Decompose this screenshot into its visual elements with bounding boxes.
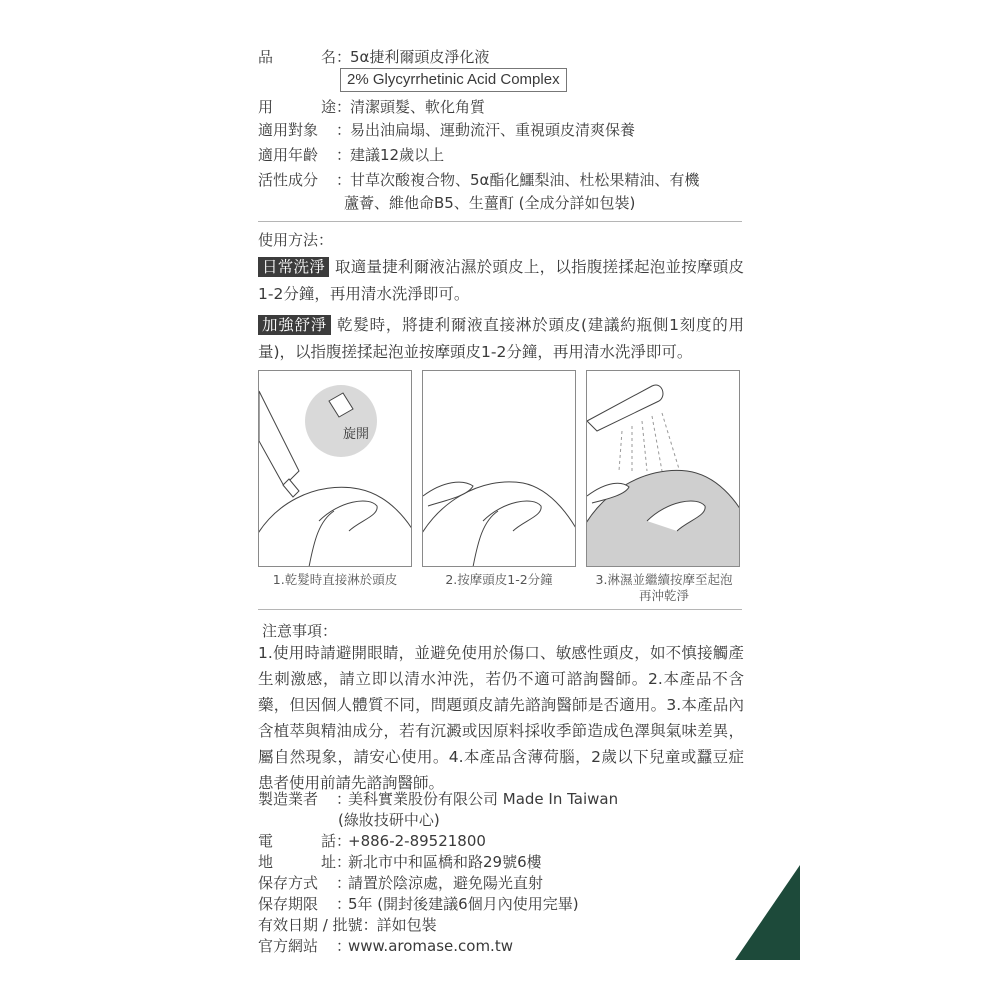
divider — [258, 221, 742, 222]
colon: ： — [336, 895, 352, 913]
bottle-head-drawing — [259, 371, 412, 567]
ingredients-row-2 — [344, 192, 635, 214]
label — [258, 831, 336, 852]
step-2-caption: 2.按摩頭皮1-2分鐘 — [445, 572, 553, 587]
step-1-caption: 1.乾髮時直接淋於頭皮 — [272, 572, 398, 587]
intense-text: 乾髮時，將捷利爾液直接淋於頭皮(建議約瓶側1刻度的用量)，以指腹搓揉起泡並按摩頭皮1-2分鐘，再用清水洗淨即可。 — [258, 316, 744, 361]
phone-row — [258, 831, 486, 852]
storage-row — [258, 873, 543, 894]
address-row — [258, 852, 542, 873]
label-char: 址 — [320, 853, 336, 871]
colon: ： — [336, 171, 352, 189]
target-row — [258, 119, 635, 141]
phone-value: +886-2-89521800 — [348, 832, 486, 850]
notes-title: 注意事項： — [262, 622, 338, 640]
label-char: 電 — [258, 832, 274, 850]
colon: ： — [362, 916, 378, 934]
use-row — [258, 96, 485, 118]
daily-text: 取適量捷利爾液沾濕於頭皮上，以指腹搓揉起泡並按摩頭皮1-2分鐘，再用清水洗淨即可。 — [258, 258, 744, 303]
maker-value: 美科實業股份有限公司 Made In Taiwan — [348, 790, 619, 808]
step-3-caption-line1: 3.淋濕並繼續按摩至起泡 — [595, 572, 733, 587]
ingredients-value-2: 蘆薈、維他命B5、生薑酊 (全成分詳如包裝) — [344, 194, 636, 212]
product-name: 5α捷利爾頭皮淨化液 — [350, 48, 490, 66]
divider — [258, 609, 742, 610]
intense-usage — [258, 312, 744, 366]
step-3-illustration — [586, 370, 740, 567]
twist-open-callout: 旋開 — [343, 427, 370, 442]
product-name-row — [258, 46, 489, 68]
shelf-life-row — [258, 894, 579, 915]
colon: ： — [336, 874, 352, 892]
colon: ： — [336, 937, 352, 955]
label-char: 途 — [320, 98, 336, 116]
ingredients-label: 活性成分 — [258, 171, 319, 189]
age-row — [258, 144, 444, 166]
decorative-green-triangle — [735, 865, 800, 960]
colon: ： — [336, 790, 352, 808]
label-char: 話 — [320, 832, 336, 850]
colon: ： — [336, 98, 352, 116]
label — [258, 96, 336, 118]
shelf-label: 保存期限 — [258, 895, 319, 913]
maker-row — [258, 789, 618, 810]
shelf-value: 5年 (開封後建議6個月內使用完畢) — [348, 895, 579, 913]
target-value: 易出油扁塌、運動流汗、重視頭皮清爽保養 — [350, 121, 636, 139]
storage-label: 保存方式 — [258, 874, 319, 892]
step-3-caption — [586, 572, 742, 604]
label — [258, 46, 336, 68]
notes-text: 1.使用時請避開眼睛，並避免使用於傷口、敏感性頭皮，如不慎接觸產生刺激感，請立即以清水沖洗，若仍不適可諮詢醫師。2.本產品不含藥，但因個人體質不同，問題頭皮請先諮詢醫師是否適用。3.本產品內含植萃與精油成分，若有沉澱或因原料採收季節造成色澤與氣味差異，屬自然現象，請安心使用。4.本產品含薄荷腦，2歲以下兒童或蠶豆症患者使用前請先諮詢醫師。 — [258, 644, 744, 792]
daily-tag: 日常洗淨 — [258, 257, 329, 277]
age-label: 適用年齡 — [258, 146, 319, 164]
massage-drawing — [423, 371, 576, 567]
website-link[interactable]: www.aromase.com.tw — [348, 937, 513, 955]
expiry-label: 有效日期 / 批號 — [258, 916, 363, 934]
target-label: 適用對象 — [258, 121, 319, 139]
colon: ： — [336, 853, 352, 871]
colon: ： — [336, 121, 352, 139]
daily-usage — [258, 254, 744, 308]
ingredients-row — [258, 169, 699, 191]
label-char: 用 — [258, 98, 274, 116]
use-value: 清潔頭髮、軟化角質 — [350, 98, 486, 116]
address-value: 新北市中和區橋和路29號6樓 — [348, 853, 542, 871]
colon: ： — [336, 48, 352, 66]
label — [258, 852, 336, 873]
shower-rinse-drawing — [587, 371, 740, 567]
intense-tag: 加強舒淨 — [258, 315, 331, 335]
ingredients-value: 甘草次酸複合物、5α酯化鱷梨油、杜松果精油、有機 — [350, 171, 700, 189]
step-3-caption-line2: 再沖乾淨 — [638, 588, 689, 603]
website-label: 官方網站 — [258, 937, 319, 955]
label-char: 地 — [258, 853, 274, 871]
expiry-row — [258, 915, 437, 936]
step-2-illustration — [422, 370, 576, 567]
label-char: 名 — [320, 48, 336, 66]
storage-value: 請置於陰涼處，避免陽光直射 — [348, 874, 544, 892]
label-char: 品 — [258, 48, 274, 66]
product-subtitle: 2% Glycyrrhetinic Acid Complex — [340, 68, 567, 92]
colon: ： — [336, 832, 352, 850]
age-value: 建議12歲以上 — [350, 146, 445, 164]
usage-title: 使用方法： — [258, 231, 334, 249]
website-row — [258, 936, 513, 957]
expiry-value: 詳如包裝 — [376, 916, 437, 934]
step-1-illustration — [258, 370, 412, 567]
colon: ： — [336, 146, 352, 164]
maker-label: 製造業者 — [258, 790, 319, 808]
maker-row-2: (綠妝技研中心) — [338, 811, 440, 829]
